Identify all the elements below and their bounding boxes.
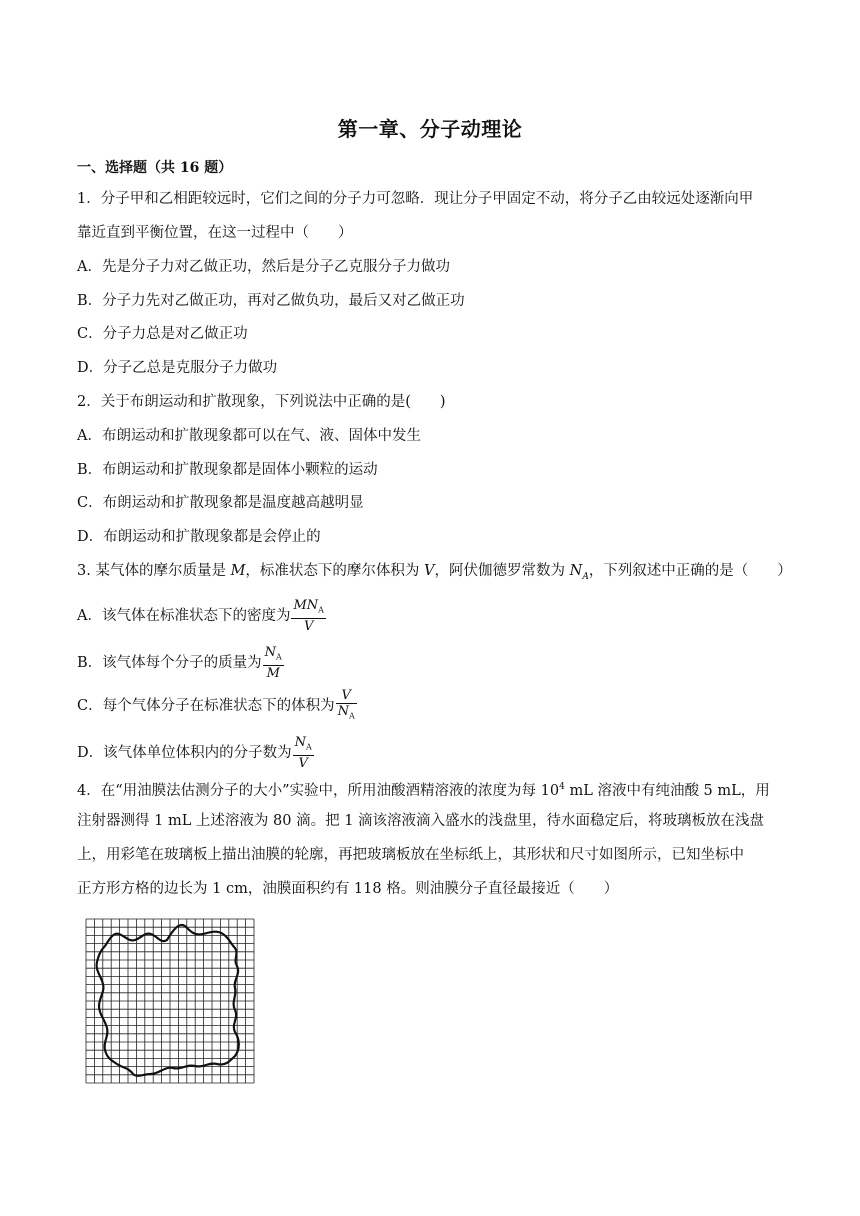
- oil-film-grid-figure: [85, 918, 255, 1084]
- fraction: $\frac{MN_A}{V}$: [293, 598, 324, 634]
- q4-line3: 上，用彩笔在玻璃板上描出油膜的轮廓，再把玻璃板放在坐标纸上，其形状和尺寸如图所示，已知坐标中: [77, 847, 744, 863]
- section-heading: 一、选择题（共 16 题）: [77, 160, 233, 176]
- oil-film-outline: [97, 925, 239, 1076]
- q2-option-d: D．布朗运动和扩散现象都是会停止的: [77, 529, 321, 545]
- q1-stem-line1: 1．分子甲和乙相距较远时，它们之间的分子力可忽略．现让分子甲固定不动，将分子乙由较远处逐渐向甲: [77, 191, 754, 207]
- fraction: $\frac{N_A}{V}$: [294, 735, 312, 771]
- q2-stem: 2．关于布朗运动和扩散现象，下列说法中正确的是( ): [77, 394, 446, 410]
- q2-option-c: C．布朗运动和扩散现象都是温度越高越明显: [77, 495, 364, 511]
- page-title: 第一章、分子动理论: [337, 117, 523, 141]
- q1-option-a: A．先是分子力对乙做正功，然后是分子乙克服分子力做功: [77, 259, 450, 275]
- q3-stem: 3. 某气体的摩尔质量是 M，标准状态下的摩尔体积为 V，阿伏伽德罗常数为 $N_A$，下列叙述中正确的是（ ）: [77, 563, 792, 582]
- q1-option-c: C．分子力总是对乙做正功: [77, 326, 248, 342]
- q3-option-c: C．每个气体分子在标准状态下的体积为 $\frac{V}{N_A}$: [77, 688, 787, 724]
- q3-option-a: A．该气体在标准状态下的密度为 $\frac{MN_A}{V}$: [77, 598, 324, 634]
- q1-option-b: B．分子力先对乙做正功，再对乙做负功，最后又对乙做正功: [77, 293, 465, 309]
- q1-option-d: D．分子乙总是克服分子力做功: [77, 360, 278, 376]
- fraction: $\frac{V}{N_A}$: [337, 688, 355, 721]
- q3-option-b: B．该气体每个分子的质量为 $\frac{N_A}{M}$: [77, 645, 282, 681]
- q4-line4: 正方形方格的边长为 1 cm，油膜面积约有 118 格。则油膜分子直径最接近（ ）: [77, 881, 619, 897]
- q2-option-a: A．布朗运动和扩散现象都可以在气、液、固体中发生: [77, 428, 421, 444]
- q4-line1: 4．在“用油膜法估测分子的大小”实验中，所用油酸酒精溶液的浓度为每 $10^4$ mL 溶液中有纯油酸 5 mL，用: [77, 782, 770, 799]
- q4-line2: 注射器测得 1 mL 上述溶液为 80 滴。把 1 滴该溶液滴入盛水的浅盘里，待水面稳定后，将玻璃板放在浅盘: [77, 813, 765, 829]
- q1-stem-line2: 靠近直到平衡位置，在这一过程中（ ）: [77, 225, 353, 241]
- q2-option-b: B．布朗运动和扩散现象都是固体小颗粒的运动: [77, 462, 378, 478]
- q3-option-d: D．该气体单位体积内的分子数为 $\frac{N_A}{V}$: [77, 735, 312, 771]
- grid-paper: [85, 918, 255, 1084]
- fraction: $\frac{N_A}{M}$: [264, 645, 282, 681]
